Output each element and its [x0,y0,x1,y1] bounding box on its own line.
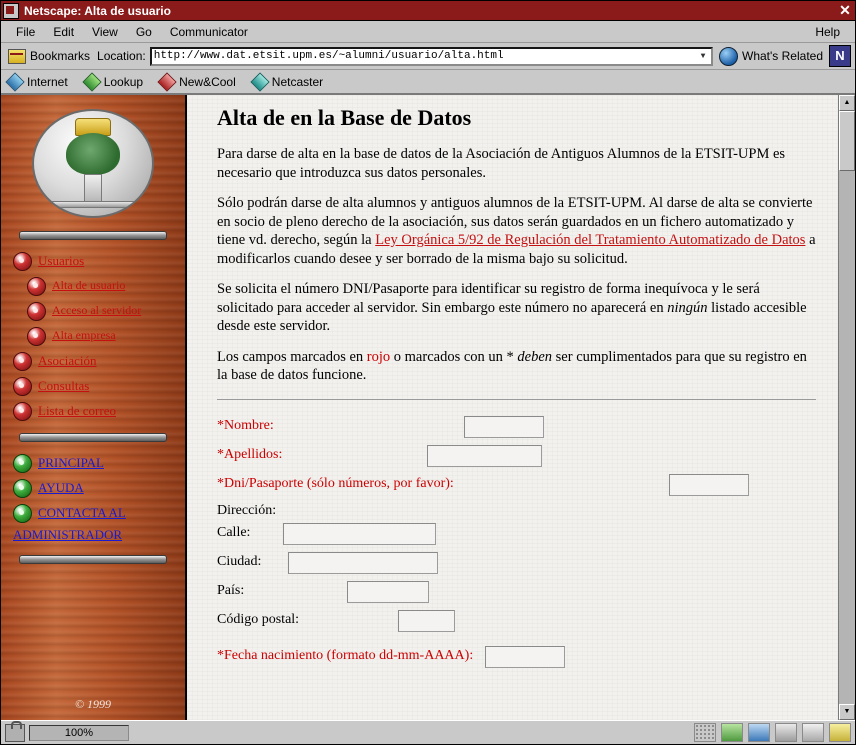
bookmarks-label: Bookmarks [30,49,91,63]
location-bar [1,43,855,70]
menu-item-edit[interactable]: Edit [53,24,75,39]
toolbar-label-newcool: New&Cool [179,74,236,89]
divider [217,399,816,400]
page-content [1,94,855,720]
title-bar [1,1,855,21]
paragraph-required-emphasis: deben [517,348,553,365]
sidebar-link-lista-de-correo[interactable]: Lista de correo [38,403,116,418]
sidebar-list-secondary [1,454,185,523]
mailbox-icon[interactable] [748,723,770,742]
scrollbar-thumb[interactable] [839,111,855,171]
sidebar-item-ayuda[interactable] [1,479,185,498]
lookup-icon [82,72,101,91]
grip-icon[interactable] [694,723,716,742]
globe-icon [719,47,738,66]
personal-toolbar [1,70,855,94]
menu-item-view[interactable]: View [92,24,118,39]
sidebar-item-lista-de-correo[interactable] [1,402,185,421]
menu-item-file[interactable]: File [16,24,36,39]
field-row-dni [217,474,816,496]
netcaster-icon [250,72,269,91]
bullet-icon [13,377,32,396]
bullet-icon [13,479,32,498]
netscape-logo-icon[interactable]: N [829,45,851,67]
page-title: Alta de en la Base de Datos [217,105,472,130]
paragraph-dni-emphasis: ningún [667,299,708,316]
vertical-scrollbar[interactable] [838,95,855,720]
sidebar-nav [1,95,187,720]
sidebar-link-acceso-al-servidor[interactable]: Acceso al servidor [52,303,142,317]
bullet-icon [27,327,46,346]
sidebar-copyright: © 1999 [74,697,112,711]
sidebar-item-administrador[interactable] [1,527,185,543]
sidebar-divider-middle [19,433,167,442]
scroll-up-icon[interactable]: ▲ [839,95,855,111]
upm-crest-logo [28,109,158,219]
bookmarks-button[interactable] [5,48,93,65]
toolbar-button-netcaster[interactable] [252,74,323,90]
paragraph-alta-part1: Sólo podrán darse de alta alumnos y antiguos alumnos de la ETSIT-UPM. Al darse de alta se convierte en socio de pleno derecho de la asociación, sus datos serán guardados en un fichero automatizado y tiene vd. derecho, según la [217,195,813,249]
paragraph-dni-part2: listado accesible desde este servidor. [217,299,807,335]
sidebar-item-acceso-al-servidor[interactable] [1,302,185,321]
direccion-label: Dirección: [217,503,277,519]
apellidos-input[interactable] [427,445,542,467]
paragraph-intro: Para darse de alta en la base de datos de la Asociación de Antiguos Alumnos de la ETSIT-UPM es necesario que introduzca sus datos personales. [217,146,786,181]
component-bar [694,723,851,742]
field-row-ciudad [217,552,816,574]
menu-item-go[interactable]: Go [135,24,152,39]
ciudad-label: Ciudad: [217,554,262,570]
paragraph-dni-part1: Se solicita el número DNI/Pasaporte para identificar su registro de forma inequívoca y le será solicitado para acceder al servidor. Sin embargo este número no aparecerá en [217,281,760,316]
window-app-icon [3,3,19,19]
nombre-input[interactable] [464,416,544,438]
sidebar-link-consultas[interactable]: Consultas [38,378,90,393]
scroll-down-icon[interactable]: ▼ [839,704,855,720]
menu-bar [1,21,855,43]
sidebar-link-asociacion[interactable]: Asociación [38,353,97,368]
document-body [187,95,838,720]
fecha-nacimiento-label: *Fecha nacimiento (formato dd-mm-AAAA): [217,648,474,664]
bullet-icon [13,352,32,371]
tower-icon [84,174,102,202]
sidebar-item-consultas[interactable] [1,377,185,396]
field-row-nombre [217,416,816,438]
paragraph-required-red-word: rojo [366,348,391,365]
ciudad-input[interactable] [288,552,438,574]
field-row-calle [217,523,816,545]
url-text: http://www.dat.etsit.upm.es/~alumni/usuario/alta.html [153,50,504,62]
bullet-icon [13,504,32,523]
field-row-apellidos [217,445,816,467]
calle-label: Calle: [217,525,251,541]
status-bar [1,720,855,744]
close-icon[interactable]: ✕ [839,1,851,18]
navigator-icon[interactable] [721,723,743,742]
sidebar-divider-bottom [19,555,167,564]
scrollbar-track[interactable] [839,111,855,704]
field-row-fecha-nacimiento [217,646,816,668]
paragraph-alta [217,194,816,268]
toolbar-label-netcaster: Netcaster [271,74,324,89]
crest-icon [32,109,154,218]
crest-base-bar [50,201,136,208]
bookmark-icon [8,49,26,64]
sidebar-divider-top [19,231,167,240]
toolbar-button-internet[interactable] [7,74,68,90]
sidebar-link-usuarios[interactable]: Usuarios [38,253,85,268]
apellidos-label: *Apellidos: [217,447,283,463]
sidebar-item-contacta[interactable] [1,504,185,523]
dni-label: *Dni/Pasaporte (sólo números, por favor): [217,476,454,492]
bullet-icon [13,252,32,271]
toolbar-label-lookup: Lookup [103,74,144,89]
bullet-icon [13,454,32,473]
sidebar-item-principal[interactable] [1,454,185,473]
newcool-icon [157,72,176,91]
sidebar-link-administrador[interactable]: ADMINISTRADOR [13,527,123,542]
field-row-codigo-postal [217,610,816,632]
whats-related-label: What's Related [742,49,823,63]
pais-input[interactable] [347,581,429,603]
sidebar-list-primary [1,252,185,421]
paragraph-required-part3: ser cumplimentados para que su registro en la base de datos funcione. [217,348,807,384]
paragraph-alta-part2: a modificarlos cuando desee y ser borrado de la misma bajo su solicitud. [217,232,816,267]
whats-related-button[interactable] [719,47,823,66]
bullet-icon [27,302,46,321]
paragraph-required-part2: o marcados con un * [390,348,518,365]
zoom-status: 100% [29,725,129,741]
sidebar-link-principal[interactable]: PRINCIPAL [38,455,104,470]
paragraph-required [217,348,816,385]
codigo-postal-input[interactable] [398,610,455,632]
chevron-down-icon[interactable]: ▼ [700,51,706,61]
sidebar-item-alta-de-usuario[interactable] [1,277,185,296]
window-title: Netscape: Alta de usuario [24,3,171,18]
toolbar-button-lookup[interactable] [84,74,143,90]
fecha-nacimiento-input[interactable] [485,646,565,668]
field-row-pais [217,581,816,603]
composer-icon[interactable] [829,723,851,742]
url-input[interactable] [150,47,713,66]
nombre-label: *Nombre: [217,418,274,434]
menu-item-help[interactable]: Help [815,24,840,39]
sidebar-link-alta-de-usuario[interactable]: Alta de usuario [52,278,126,292]
sidebar-link-alta-empresa[interactable]: Alta empresa [52,328,116,342]
paragraph-dni [217,280,816,336]
newsgroups-icon[interactable] [775,723,797,742]
sidebar-item-usuarios[interactable] [1,252,185,271]
lock-icon[interactable] [5,724,25,742]
codigo-postal-label: Código postal: [217,612,300,628]
bullet-icon [27,277,46,296]
bullet-icon [13,402,32,421]
pais-label: País: [217,583,245,599]
sidebar-link-ayuda[interactable]: AYUDA [38,480,84,495]
sidebar-item-asociacion[interactable] [1,352,185,371]
sidebar-item-alta-empresa[interactable] [1,327,185,346]
toolbar-label-internet: Internet [27,74,68,89]
calle-input[interactable] [283,523,436,545]
menu-item-communicator[interactable]: Communicator [169,24,248,39]
tree-icon [66,133,120,175]
paragraph-required-part1: Los campos marcados en [217,348,367,365]
ley-organica-link[interactable]: Ley Orgánica 5/92 de Regulación del Tratamiento Automatizado de Datos [375,232,806,249]
location-label: Location: [97,49,146,63]
dni-input[interactable] [669,474,749,496]
sidebar-link-contacta[interactable]: CONTACTA AL [38,505,126,520]
address-book-icon[interactable] [802,723,824,742]
toolbar-button-newcool[interactable] [159,74,236,90]
internet-icon [5,72,24,91]
